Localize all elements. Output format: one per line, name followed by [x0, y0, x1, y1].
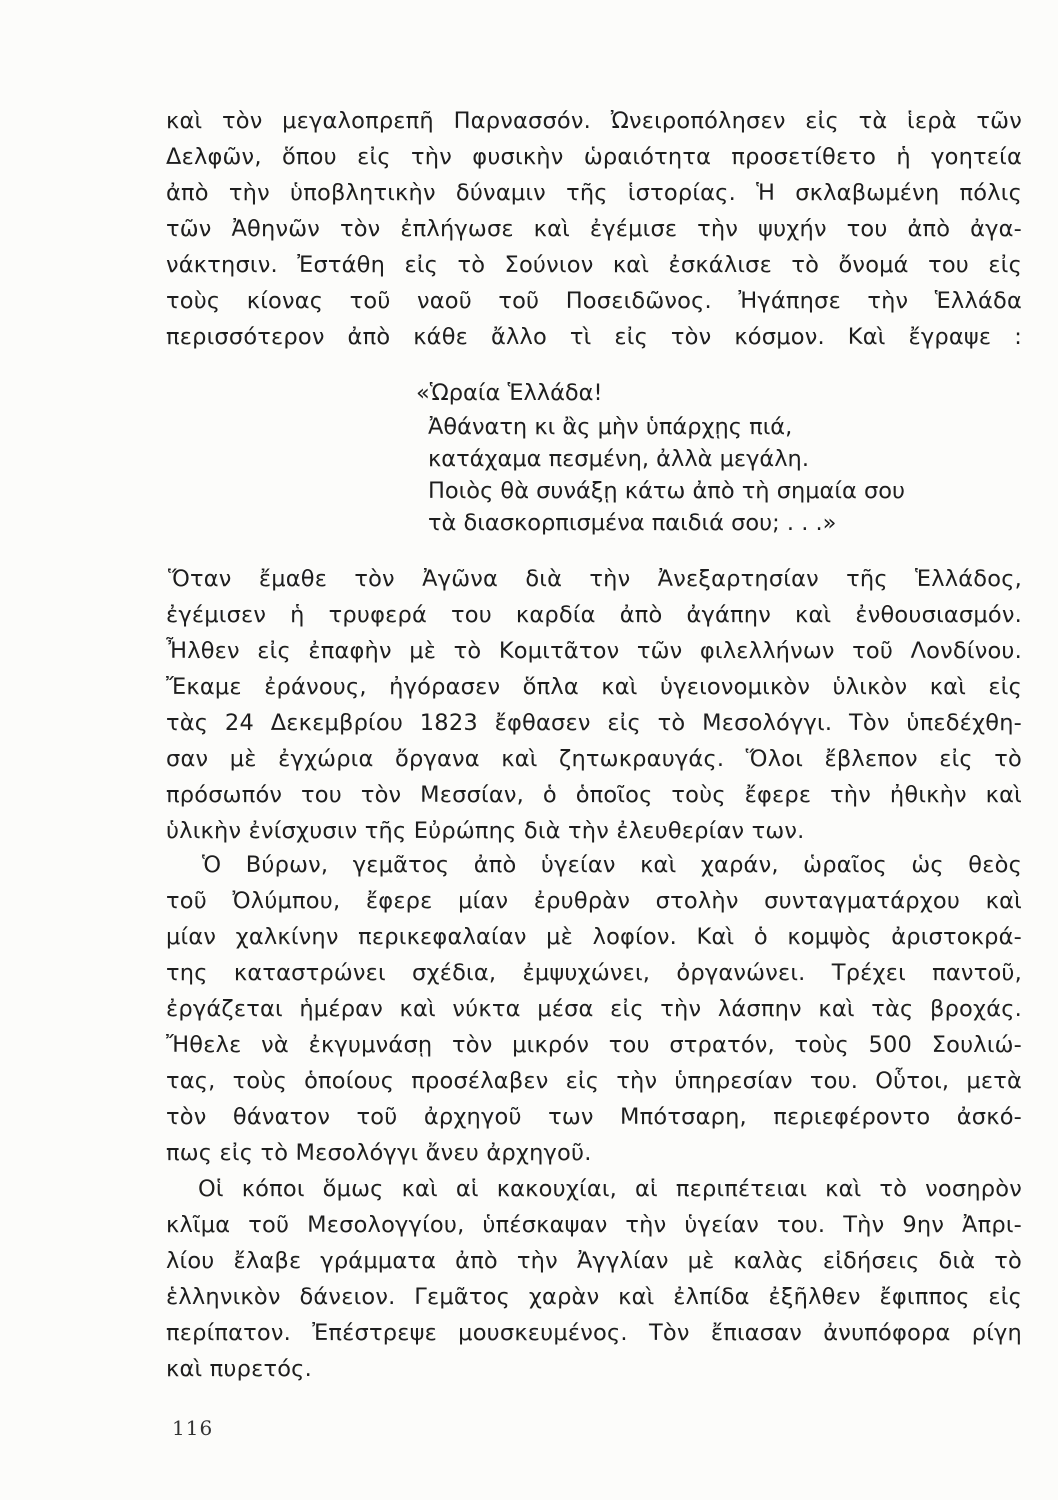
text-line: τῶν Ἀθηνῶν τὸν ἐπλήγωσε καὶ ἐγέμισε τὴν ψυχήν του ἀπὸ ἀγα- [166, 216, 1022, 242]
text-line: καὶ πυρετός. [166, 1356, 312, 1382]
text-line: Ἔκαμε ἐράνους, ἠγόρασεν ὅπλα καὶ ὑγειονομικὸν ὑλικὸν καὶ εἰς [166, 674, 1022, 700]
poem-line: Ποιὸς θὰ συνάξῃ κάτω ἀπὸ τὴ σημαία σου [428, 478, 906, 504]
text-line: ἐργάζεται ἡμέραν καὶ νύκτα μέσα εἰς τὴν λάσπην καὶ τὰς βροχάς. [166, 996, 1022, 1022]
text-line: τὰς 24 Δεκεμβρίου 1823 ἔφθασεν εἰς τὸ Μεσολόγγι. Τὸν ὑπεδέχθη- [166, 710, 1022, 736]
text-line: τας, τοὺς ὁποίους προσέλαβεν εἰς τὴν ὑπηρεσίαν του. Οὗτοι, μετὰ [166, 1068, 1022, 1094]
text-line: Ὁ Βύρων, γεμᾶτος ἀπὸ ὑγείαν καὶ χαράν, ὡραῖος ὡς θεὸς [202, 852, 1022, 878]
page-number: 116 [172, 1416, 214, 1440]
text-line: καὶ τὸν μεγαλοπρεπῆ Παρνασσόν. Ὠνειροπόλησεν εἰς τὰ ἱερὰ τῶν [166, 108, 1022, 134]
text-line: πρόσωπόν του τὸν Μεσσίαν, ὁ ὁποῖος τοὺς ἔφερε τὴν ἠθικὴν καὶ [166, 782, 1022, 808]
text-line: περίπατον. Ἐπέστρεψε μουσκευμένος. Τὸν ἔπιασαν ἀνυπόφορα ρίγη [166, 1320, 1022, 1346]
text-line: τοὺς κίονας τοῦ ναοῦ τοῦ Ποσειδῶνος. Ἠγάπησε τὴν Ἑλλάδα [166, 288, 1022, 314]
text-line: κλῖμα τοῦ Μεσολογγίου, ὑπέσκαψαν τὴν ὑγείαν του. Τὴν 9ην Ἀπρι- [166, 1212, 1022, 1238]
text-line: Ἦλθεν εἰς ἐπαφὴν μὲ τὸ Κομιτᾶτον τῶν φιλελλήνων τοῦ Λονδίνου. [166, 638, 1022, 664]
text-line: πως εἰς τὸ Μεσολόγγι ἄνευ ἀρχηγοῦ. [166, 1140, 592, 1166]
text-line: περισσότερον ἀπὸ κάθε ἄλλο τὶ εἰς τὸν κόσμον. Καὶ ἔγραψε : [166, 324, 1022, 350]
text-line: ἐγέμισεν ἡ τρυφερά του καρδία ἀπὸ ἀγάπην καὶ ἐνθουσιασμόν. [166, 602, 1022, 628]
text-line: ὑλικὴν ἐνίσχυσιν τῆς Εὐρώπης διὰ τὴν ἐλευθερίαν των. [166, 818, 805, 844]
text-line: ἑλληνικὸν δάνειον. Γεμᾶτος χαρὰν καὶ ἐλπίδα ἐξῆλθεν ἔφιππος εἰς [166, 1284, 1022, 1310]
text-line: νάκτησιν. Ἐστάθη εἰς τὸ Σούνιον καὶ ἐσκάλισε τὸ ὄνομά του εἰς [166, 252, 1022, 278]
text-line: Δελφῶν, ὅπου εἰς τὴν φυσικὴν ὡραιότητα προσετίθετο ἡ γοητεία [166, 144, 1022, 170]
text-line: της καταστρώνει σχέδια, ἐμψυχώνει, ὀργανώνει. Τρέχει παντοῦ, [166, 960, 1022, 986]
poem-line: «Ὡραία Ἑλλάδα! [416, 380, 603, 406]
poem-line: κατάχαμα πεσμένη, ἀλλὰ μεγάλη. [428, 446, 809, 472]
text-line: Ὅταν ἔμαθε τὸν Ἀγῶνα διὰ τὴν Ἀνεξαρτησίαν τῆς Ἑλλάδος, [168, 566, 1022, 592]
text-line: τὸν θάνατον τοῦ ἀρχηγοῦ των Μπότσαρη, περιεφέροντο ἀσκό- [166, 1104, 1022, 1130]
text-line: Οἱ κόποι ὅμως καὶ αἱ κακουχίαι, αἱ περιπέτειαι καὶ τὸ νοσηρὸν [198, 1176, 1022, 1202]
text-line: τοῦ Ὀλύμπου, ἔφερε μίαν ἐρυθρὰν στολὴν συνταγματάρχου καὶ [166, 888, 1022, 914]
poem-line: Ἀθάνατη κι ἂς μὴν ὑπάρχῃς πιά, [428, 414, 793, 440]
text-line: σαν μὲ ἐγχώρια ὄργανα καὶ ζητωκραυγάς. Ὅλοι ἔβλεπον εἰς τὸ [166, 746, 1022, 772]
text-line: μίαν χαλκίνην περικεφαλαίαν μὲ λοφίον. Καὶ ὁ κομψὸς ἀριστοκρά- [166, 924, 1022, 950]
text-line: Ἤθελε νὰ ἐκγυμνάσῃ τὸν μικρόν του στρατόν, τοὺς 500 Σουλιώ- [166, 1032, 1022, 1058]
text-line: λίου ἔλαβε γράμματα ἀπὸ τὴν Ἀγγλίαν μὲ καλὰς εἰδήσεις διὰ τὸ [166, 1248, 1022, 1274]
text-line: ἀπὸ τὴν ὑποβλητικὴν δύναμιν τῆς ἱστορίας. Ἡ σκλαβωμένη πόλις [166, 180, 1022, 206]
poem-line: τὰ διασκορπισμένα παιδιά σου; . . .» [428, 510, 837, 536]
